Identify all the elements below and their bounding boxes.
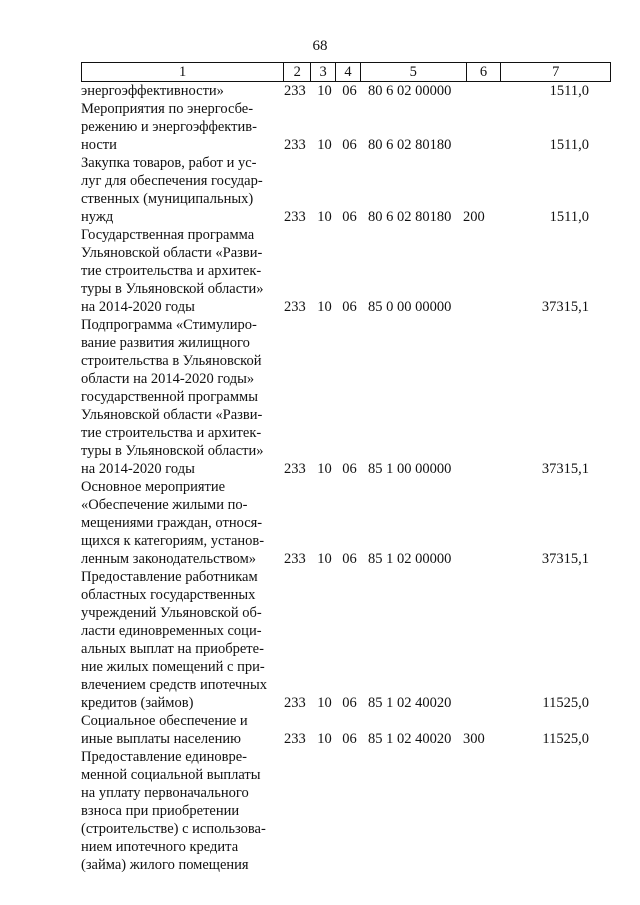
table-row (81, 478, 611, 568)
row-section: 10 (317, 83, 332, 99)
row-section: 10 (317, 299, 332, 315)
row-expense-type (463, 82, 505, 100)
row-name: Государственная программа Ульяновской области «Разви- тие строительства и архитек- туры в Ульяновской области» на 2014-2020 годы (81, 227, 264, 315)
row-name: Основное мероприятие «Обеспечение жилыми по- мещениями граждан, относя- щихся к категориям, установ- ленным законодательством» (81, 479, 265, 567)
row-name: Предоставление единовре- менной социальной выплаты на уплату первоначального взноса при приобретении (строительстве) с использова- нием ипотечного кредита (займа) жилого помещения (81, 749, 266, 873)
row-subsection: 06 (342, 695, 357, 711)
row-name: Социальное обеспечение и иные выплаты населению (81, 713, 248, 747)
row-section: 10 (317, 461, 332, 477)
row-expense-type: 300 (463, 731, 485, 747)
row-subsection: 06 (342, 551, 357, 567)
row-admin-code: 233 (284, 695, 306, 711)
budget-table (81, 62, 611, 874)
row-amount: 11525,0 (542, 695, 589, 711)
table-row (81, 568, 611, 712)
row-codes (284, 730, 589, 748)
row-target-code: 80 6 02 00000 (368, 83, 452, 99)
row-section: 10 (317, 731, 332, 747)
row-name: энергоэффективности» (81, 83, 224, 99)
row-target-code: 85 1 02 40020 (368, 731, 452, 747)
row-section: 10 (317, 695, 332, 711)
row-amount: 37315,1 (541, 551, 589, 567)
row-target-code: 85 1 02 00000 (368, 551, 452, 567)
row-codes (284, 298, 589, 316)
row-subsection: 06 (342, 299, 357, 315)
row-admin-code: 233 (284, 137, 306, 153)
page-number: 68 (312, 38, 328, 54)
row-section: 10 (317, 209, 332, 225)
table-header (81, 62, 611, 82)
table-row (81, 82, 611, 100)
row-subsection: 06 (342, 461, 357, 477)
header-col-1: 1 (82, 63, 284, 81)
row-amount: 1511,0 (549, 209, 589, 225)
table-body (81, 82, 611, 874)
row-admin-code: 233 (284, 551, 306, 567)
row-admin-code: 233 (284, 299, 306, 315)
row-expense-type (463, 460, 505, 478)
row-admin-code: 233 (284, 461, 306, 477)
row-amount: 37315,1 (541, 461, 589, 477)
row-subsection: 06 (342, 731, 357, 747)
header-col-2: 2 (284, 63, 311, 81)
header-col-6: 6 (467, 63, 502, 81)
row-expense-type (463, 550, 505, 568)
row-name: Закупка товаров, работ и ус- луг для обеспечения государ- ственных (муниципальных) нужд (81, 155, 263, 225)
row-target-code: 85 1 02 40020 (368, 695, 452, 711)
row-section: 10 (317, 137, 332, 153)
row-codes (284, 550, 589, 568)
row-expense-type: 200 (463, 209, 485, 225)
row-admin-code: 233 (284, 731, 306, 747)
table-row (81, 316, 611, 478)
header-col-5: 5 (361, 63, 467, 81)
row-admin-code: 233 (284, 83, 306, 99)
row-target-code: 85 1 00 00000 (368, 461, 452, 477)
row-codes (284, 694, 589, 712)
row-amount: 37315,1 (541, 299, 589, 315)
row-target-code: 85 0 00 00000 (368, 299, 452, 315)
header-col-7: 7 (552, 64, 560, 80)
row-amount: 1511,0 (549, 137, 589, 153)
row-name: Подпрограмма «Стимулиро- вание развития жилищного строительства в Ульяновской области на 2014-2020 годы» государственной программы Ульяновской области «Разви- тие строительства и архитек- туры в Ульяновской области» на 2014-2020 годы (81, 317, 264, 477)
row-admin-code: 233 (284, 209, 306, 225)
row-section: 10 (317, 551, 332, 567)
row-codes (284, 82, 589, 100)
row-amount: 1511,0 (549, 83, 589, 99)
row-subsection: 06 (342, 83, 357, 99)
row-codes (284, 136, 589, 154)
row-expense-type (463, 298, 505, 316)
table-row (81, 154, 611, 226)
header-col-3: 3 (311, 63, 336, 81)
row-target-code: 80 6 02 80180 (368, 137, 452, 153)
table-row (81, 100, 611, 154)
table-row (81, 226, 611, 316)
row-name: Предоставление работникам областных государственных учреждений Ульяновской об- ласти единовременных соци- альных выплат на приобрете- ние жилых помещений с при- влечением средств ипотечных кредитов (займов) (81, 569, 268, 711)
header-col-4: 4 (336, 63, 361, 81)
table-row (81, 712, 611, 748)
row-expense-type (463, 694, 505, 712)
row-codes (284, 460, 589, 478)
row-amount: 11525,0 (542, 731, 589, 747)
row-expense-type (463, 136, 505, 154)
table-row (81, 748, 611, 874)
row-subsection: 06 (342, 137, 357, 153)
row-name: Мероприятия по энергосбе- режению и энергоэффектив- ности (81, 101, 257, 153)
row-codes (284, 208, 589, 226)
row-subsection: 06 (342, 209, 357, 225)
row-target-code: 80 6 02 80180 (368, 209, 452, 225)
